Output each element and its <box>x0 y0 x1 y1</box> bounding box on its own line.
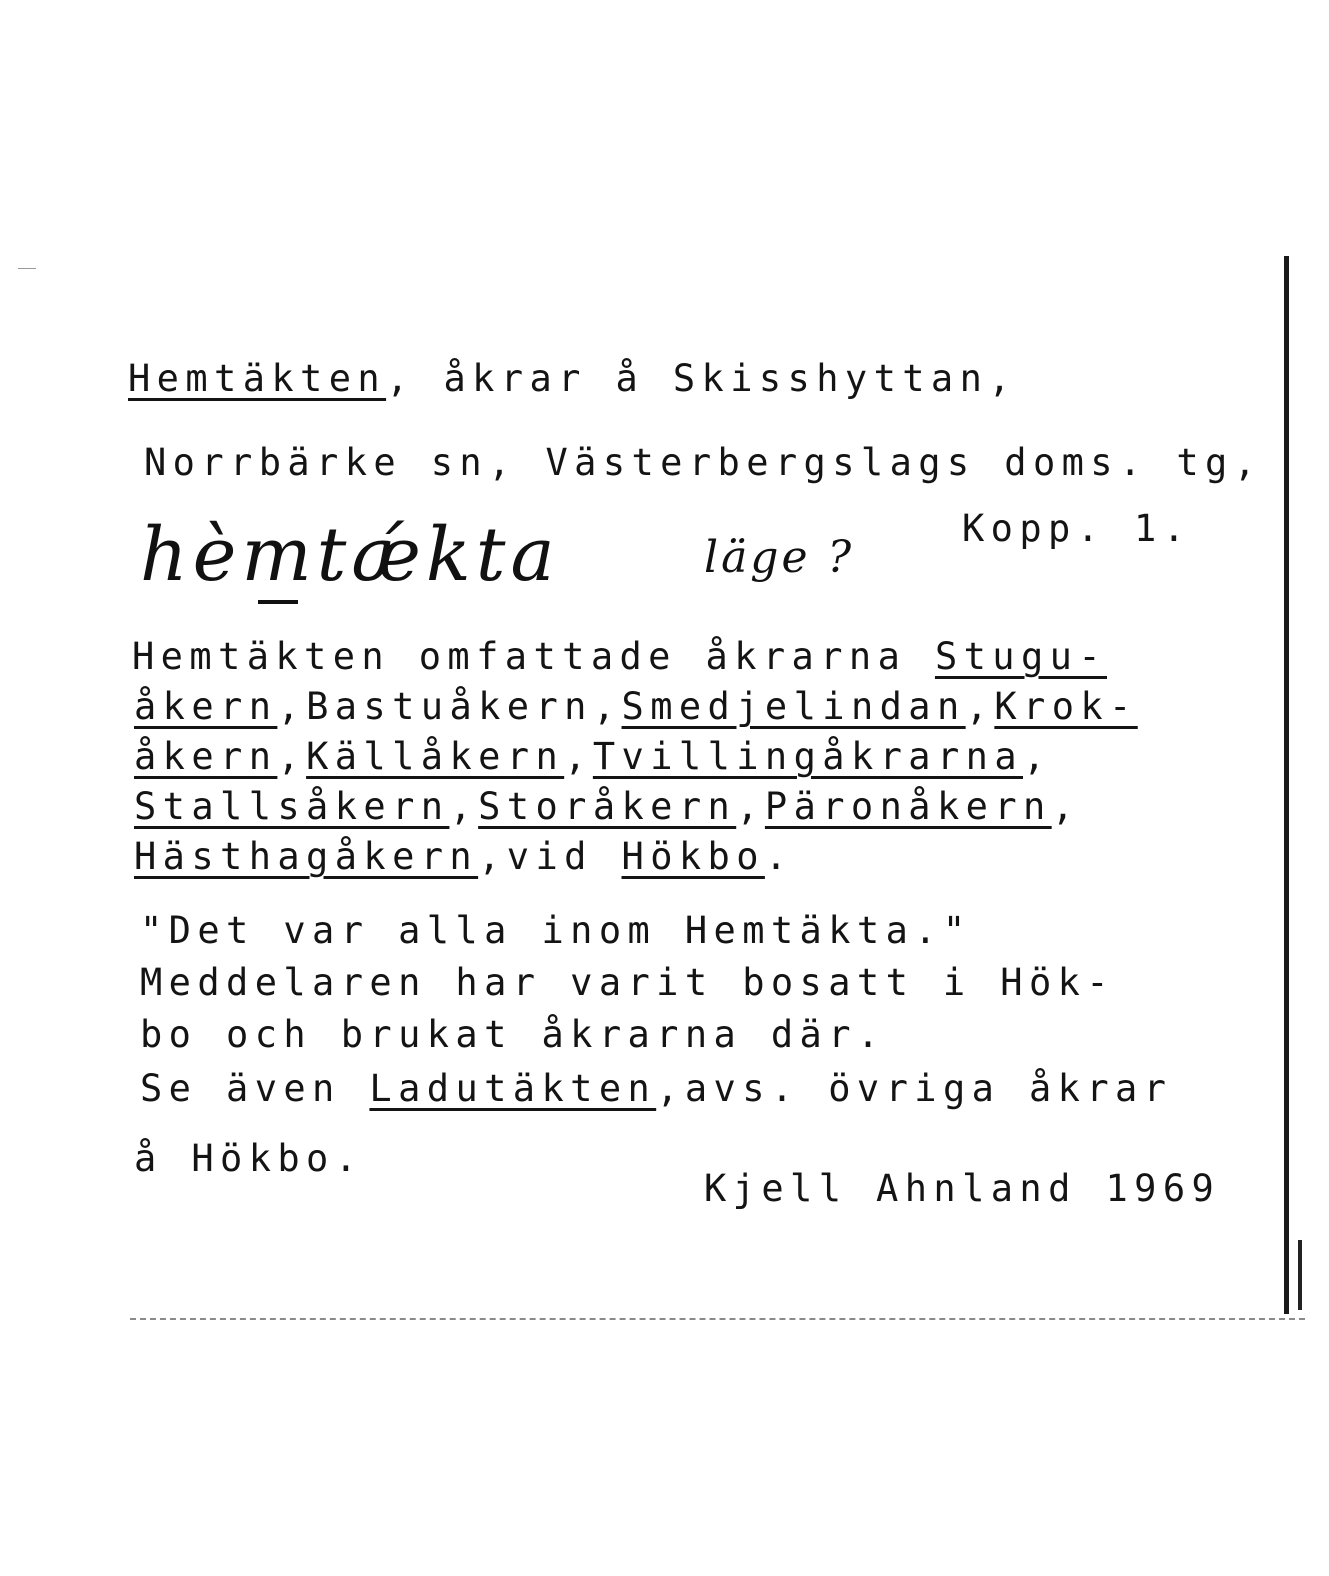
cross-reference: Ladutäkten <box>369 1067 657 1110</box>
quote-line-4 <box>140 1067 1173 1110</box>
quote-line-5: å Hökbo. <box>134 1137 364 1180</box>
field-name: Krok- <box>994 685 1138 728</box>
separator: . <box>764 835 794 878</box>
field-name: Stugu- <box>934 635 1107 678</box>
heading-rest: , åkrar å Skisshyttan, <box>386 357 1017 400</box>
body-text: Se även <box>140 1067 370 1110</box>
card-bottom-edge <box>130 1318 1305 1320</box>
field-name: Smedjelindan <box>621 685 966 728</box>
body-line-4 <box>134 785 1081 828</box>
field-name: Storåkern <box>478 785 737 828</box>
handwritten-word: hèmtǽkta <box>140 512 560 598</box>
quote-line-1: "Det var alla inom Hemtäkta." <box>140 909 972 952</box>
signature: Kjell Ahnland 1969 <box>704 1167 1221 1210</box>
quote-line-2: Meddelaren har varit bosatt i Hök- <box>140 961 1115 1004</box>
card-right-edge <box>1284 256 1289 1314</box>
body-text: ,vid <box>478 835 622 878</box>
field-name: Bastuåkern <box>306 685 593 728</box>
heading-word: Hemtäkten <box>128 357 387 400</box>
separator: , <box>592 685 622 728</box>
field-name: Stallsåkern <box>134 785 450 828</box>
field-name: Päronåkern <box>764 785 1052 828</box>
separator: , <box>965 685 995 728</box>
body-text: Hemtäkten omfattade åkrarna <box>132 635 935 678</box>
field-name: åkern <box>134 735 278 778</box>
quote-line-3: bo och brukat åkrarna där. <box>140 1013 886 1056</box>
body-line-5 <box>134 835 794 878</box>
handwritten-underline <box>258 600 298 604</box>
field-name: Tvillingåkrarna <box>592 735 1023 778</box>
separator: , <box>1051 785 1081 828</box>
separator: , <box>449 785 479 828</box>
handwritten-note: läge ? <box>704 532 855 583</box>
separator: , <box>736 785 765 828</box>
card-right-edge-shadow <box>1298 1240 1302 1310</box>
separator: , <box>277 735 307 778</box>
field-name: Hästhagåkern <box>134 835 479 878</box>
separator: , <box>1023 735 1052 778</box>
scan-speck <box>18 268 36 269</box>
field-name: Källåkern <box>306 735 565 778</box>
field-name: åkern <box>134 685 278 728</box>
body-line-1 <box>132 635 1107 678</box>
location-line: Norrbärke sn, Västerbergslags doms. tg, <box>144 441 1263 484</box>
reference-label: Kopp. 1. <box>962 507 1192 550</box>
separator: , <box>277 685 307 728</box>
body-line-2 <box>134 685 1138 728</box>
separator: , <box>564 735 593 778</box>
body-text: ,avs. övriga åkrar <box>656 1067 1173 1110</box>
heading-line <box>128 357 1017 400</box>
body-line-3 <box>134 735 1052 778</box>
place-name: Hökbo <box>621 835 765 878</box>
